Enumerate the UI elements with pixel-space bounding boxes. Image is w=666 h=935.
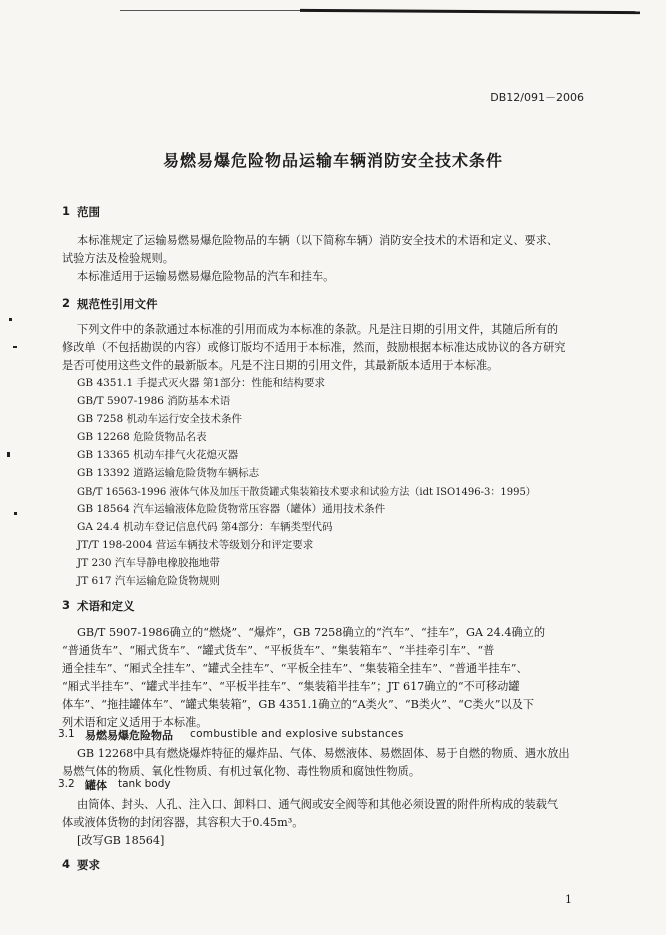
reference-item: JT 230 汽车导静电橡胶拖地带 [77, 557, 220, 569]
reference-item: JT/T 198-2004 营运车辆技术等级划分和评定要求 [77, 539, 314, 551]
reference-item: GB/T 16563-1996 液体气体及加压干散货罐式集装箱技术要求和试验方法（idt ISO1496-3：1995） [77, 487, 536, 498]
reference-item: GB 4351.1 手提式灭火器 第1部分：性能和结构要求 [77, 377, 326, 389]
reference-item: JT 617 汽车运输危险货物规则 [77, 575, 220, 587]
scan-speck [14, 512, 17, 515]
section-1-paragraph: 本标准适用于运输易燃易爆危险物品的汽车和挂车。 [77, 270, 335, 283]
scan-speck [13, 346, 17, 348]
scan-edge-line [120, 10, 300, 11]
section-2-number: 2 [62, 296, 71, 310]
section-1-paragraph: 本标准规定了运输易燃易爆危险物品的车辆（以下简称车辆）消防安全技术的术语和定义、要求、 [77, 234, 559, 247]
scan-speck [9, 318, 12, 321]
standard-code: DB12/091－2006 [490, 91, 584, 104]
subsection-3-2-term-en: tank body [118, 778, 171, 790]
subsection-3-1-definition: GB 12268中具有燃烧爆炸特征的爆炸品、气体、易燃液体、易燃固体、易于自燃的物质、遇水放出 [77, 747, 570, 760]
section-3-paragraph: “普通货车”、“厢式货车”、“罐式货车”、“平板货车”、“集装箱车”、“半挂牵引车”、“普 [62, 644, 495, 657]
section-4-number: 4 [62, 857, 71, 871]
subsection-3-1-number: 3.1 [58, 728, 75, 740]
subsection-3-2-definition: 体或液体货物的封闭容器，其容积大于0.45m³。 [62, 816, 304, 829]
page-title: 易燃易爆危险物品运输车辆消防安全技术条件 [162, 151, 503, 170]
subsection-3-2-term: 罐体 [85, 779, 107, 792]
section-3-paragraph: GB/T 5907-1986确立的“燃烧”、“爆炸”，GB 7258确立的“汽车”、“挂车”，GA 24.4确立的 [77, 626, 546, 639]
scan-edge-line [300, 9, 640, 14]
section-4-heading: 要求 [77, 858, 100, 872]
section-1-paragraph: 试验方法及检验规则。 [62, 252, 174, 265]
reference-item: GB 7258 机动车运行安全技术条件 [77, 413, 243, 425]
page-number: 1 [565, 893, 572, 906]
reference-item: GB 13392 道路运输危险货物车辆标志 [77, 467, 260, 479]
section-3-paragraph: “厢式半挂车”、“罐式半挂车”、“平板半挂车”、“集装箱半挂车”；JT 617确立的“不可移动罐 [62, 680, 520, 693]
section-3-paragraph: 体车”、“拖挂罐体车”、“罐式集装箱”，GB 4351.1确立的“A类火”、“B类火”、“C类火”以及下 [62, 698, 535, 711]
subsection-3-1-term-en: combustible and explosive substances [190, 728, 404, 740]
reference-item: GB 18564 汽车运输液体危险货物常压容器（罐体）通用技术条件 [77, 503, 386, 515]
section-3-heading: 术语和定义 [77, 599, 135, 613]
section-2-paragraph: 是否可使用这些文件的最新版本。凡是不注日期的引用文件，其最新版本适用于本标准。 [62, 359, 499, 372]
reference-item: GA 24.4 机动车登记信息代码 第4部分：车辆类型代码 [77, 521, 333, 533]
subsection-3-1-definition: 易燃气体的物质、氧化性物质、有机过氧化物、毒性物质和腐蚀性物质。 [62, 765, 421, 778]
section-3-number: 3 [62, 598, 71, 612]
section-1-heading: 范围 [77, 205, 100, 219]
scan-speck [7, 452, 10, 457]
section-1-number: 1 [62, 204, 71, 218]
subsection-3-2-note: [改写GB 18564] [77, 834, 165, 847]
subsection-3-2-definition: 由筒体、封头、人孔、注入口、卸料口、通气阀或安全阀等和其他必须设置的附件所构成的装载气 [77, 798, 559, 811]
reference-item: GB 13365 机动车排气火花熄灭器 [77, 449, 239, 461]
subsection-3-2-number: 3.2 [58, 778, 75, 790]
section-3-paragraph: 列术语和定义适用于本标准。 [62, 716, 208, 729]
reference-item: GB/T 5907-1986 消防基本术语 [77, 395, 231, 407]
section-2-paragraph: 下列文件中的条款通过本标准的引用而成为本标准的条款。凡是注日期的引用文件，其随后所有的 [77, 323, 559, 336]
section-2-paragraph: 修改单（不包括勘误的内容）或修订版均不适用于本标准，然而，鼓励根据本标准达成协议的各方研究 [62, 341, 566, 354]
section-2-heading: 规范性引用文件 [77, 297, 158, 311]
subsection-3-1-term: 易燃易爆危险物品 [85, 729, 173, 742]
reference-item: GB 12268 危险货物品名表 [77, 431, 207, 443]
section-3-paragraph: 通全挂车”、“厢式全挂车”、“罐式全挂车”、“平板全挂车”、“集装箱全挂车”、“普通半挂车”、 [62, 662, 528, 675]
